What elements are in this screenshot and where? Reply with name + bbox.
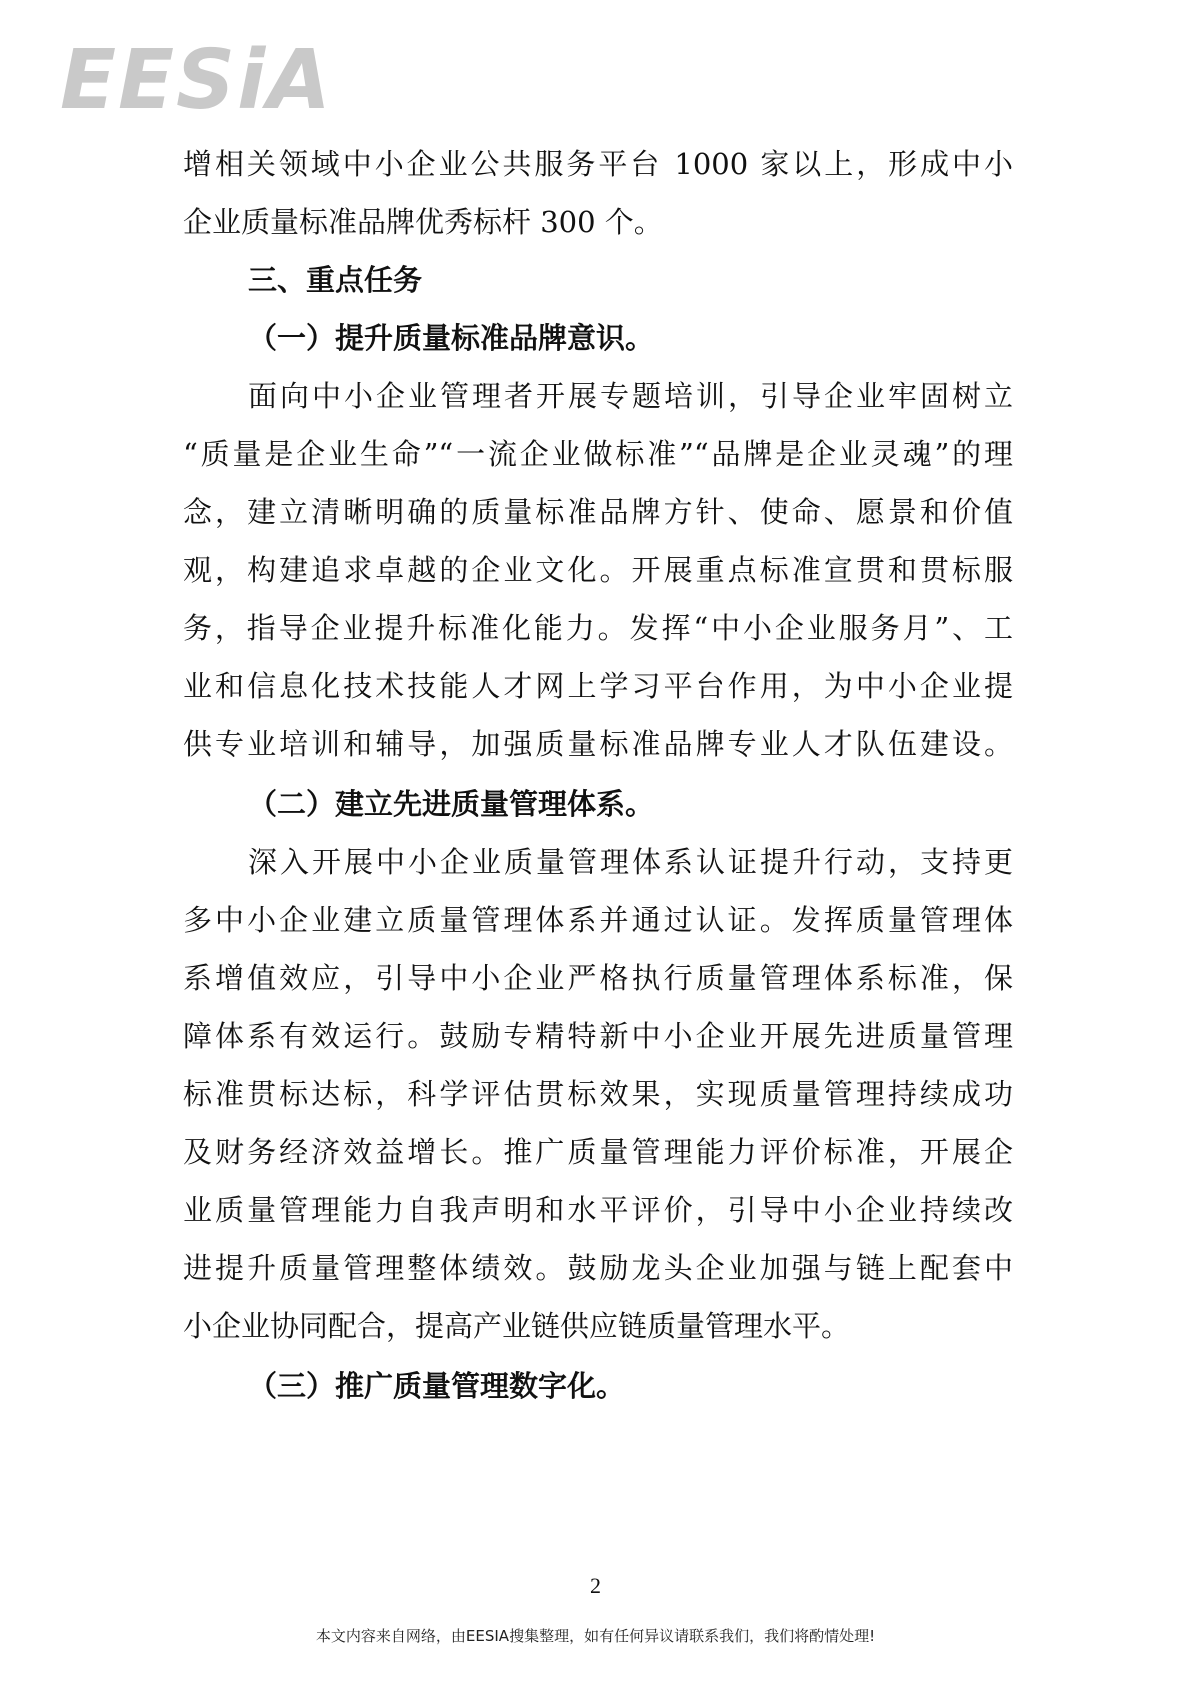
body-line: 深入开展中小企业质量管理体系认证提升行动，支持更 bbox=[248, 845, 1013, 879]
body-line: 进提升质量管理整体绩效。鼓励龙头企业加强与链上配套中 bbox=[183, 1251, 1013, 1285]
watermark-logo: EESiA bbox=[60, 33, 333, 128]
body-line: 多中小企业建立质量管理体系并通过认证。发挥质量管理体 bbox=[183, 903, 1013, 937]
body-line: 企业质量标准品牌优秀标杆 300 个。 bbox=[183, 205, 663, 239]
body-line: 务，指导企业提升标准化能力。发挥“中小企业服务月”、工 bbox=[183, 611, 1013, 645]
body-line: 及财务经济效益增长。推广质量管理能力评价标准，开展企 bbox=[183, 1135, 1013, 1169]
subsection-heading: （二）建立先进质量管理体系。 bbox=[248, 787, 655, 821]
body-line: 标准贯标达标，科学评估贯标效果，实现质量管理持续成功 bbox=[183, 1077, 1013, 1111]
footer-disclaimer: 本文内容来自网络，由EESIA搜集整理，如有任何异议请联系我们，我们将酌情处理! bbox=[315, 1627, 876, 1645]
body-line: “质量是企业生命”“一流企业做标准”“品牌是企业灵魂”的理 bbox=[183, 437, 1013, 471]
body-line: 增相关领域中小企业公共服务平台 1000 家以上，形成中小 bbox=[183, 147, 1013, 181]
page-number: 2 bbox=[590, 1573, 601, 1598]
body-line: 业质量管理能力自我声明和水平评价，引导中小企业持续改 bbox=[183, 1193, 1013, 1227]
body-line: 小企业协同配合，提高产业链供应链质量管理水平。 bbox=[183, 1309, 851, 1343]
body-line: 念，建立清晰明确的质量标准品牌方针、使命、愿景和价值 bbox=[183, 495, 1013, 529]
body-line: 业和信息化技术技能人才网上学习平台作用，为中小企业提 bbox=[183, 669, 1013, 703]
subsection-heading: （一）提升质量标准品牌意识。 bbox=[248, 321, 655, 355]
section-heading: 三、重点任务 bbox=[248, 263, 423, 297]
subsection-heading: （三）推广质量管理数字化。 bbox=[248, 1369, 626, 1403]
body-line: 观，构建追求卓越的企业文化。开展重点标准宣贯和贯标服 bbox=[183, 553, 1013, 587]
body-line: 面向中小企业管理者开展专题培训，引导企业牢固树立 bbox=[248, 379, 1013, 413]
body-line: 障体系有效运行。鼓励专精特新中小企业开展先进质量管理 bbox=[183, 1019, 1013, 1053]
body-line: 供专业培训和辅导，加强质量标准品牌专业人才队伍建设。 bbox=[183, 727, 1013, 761]
body-line: 系增值效应，引导中小企业严格执行质量管理体系标准，保 bbox=[183, 961, 1013, 995]
